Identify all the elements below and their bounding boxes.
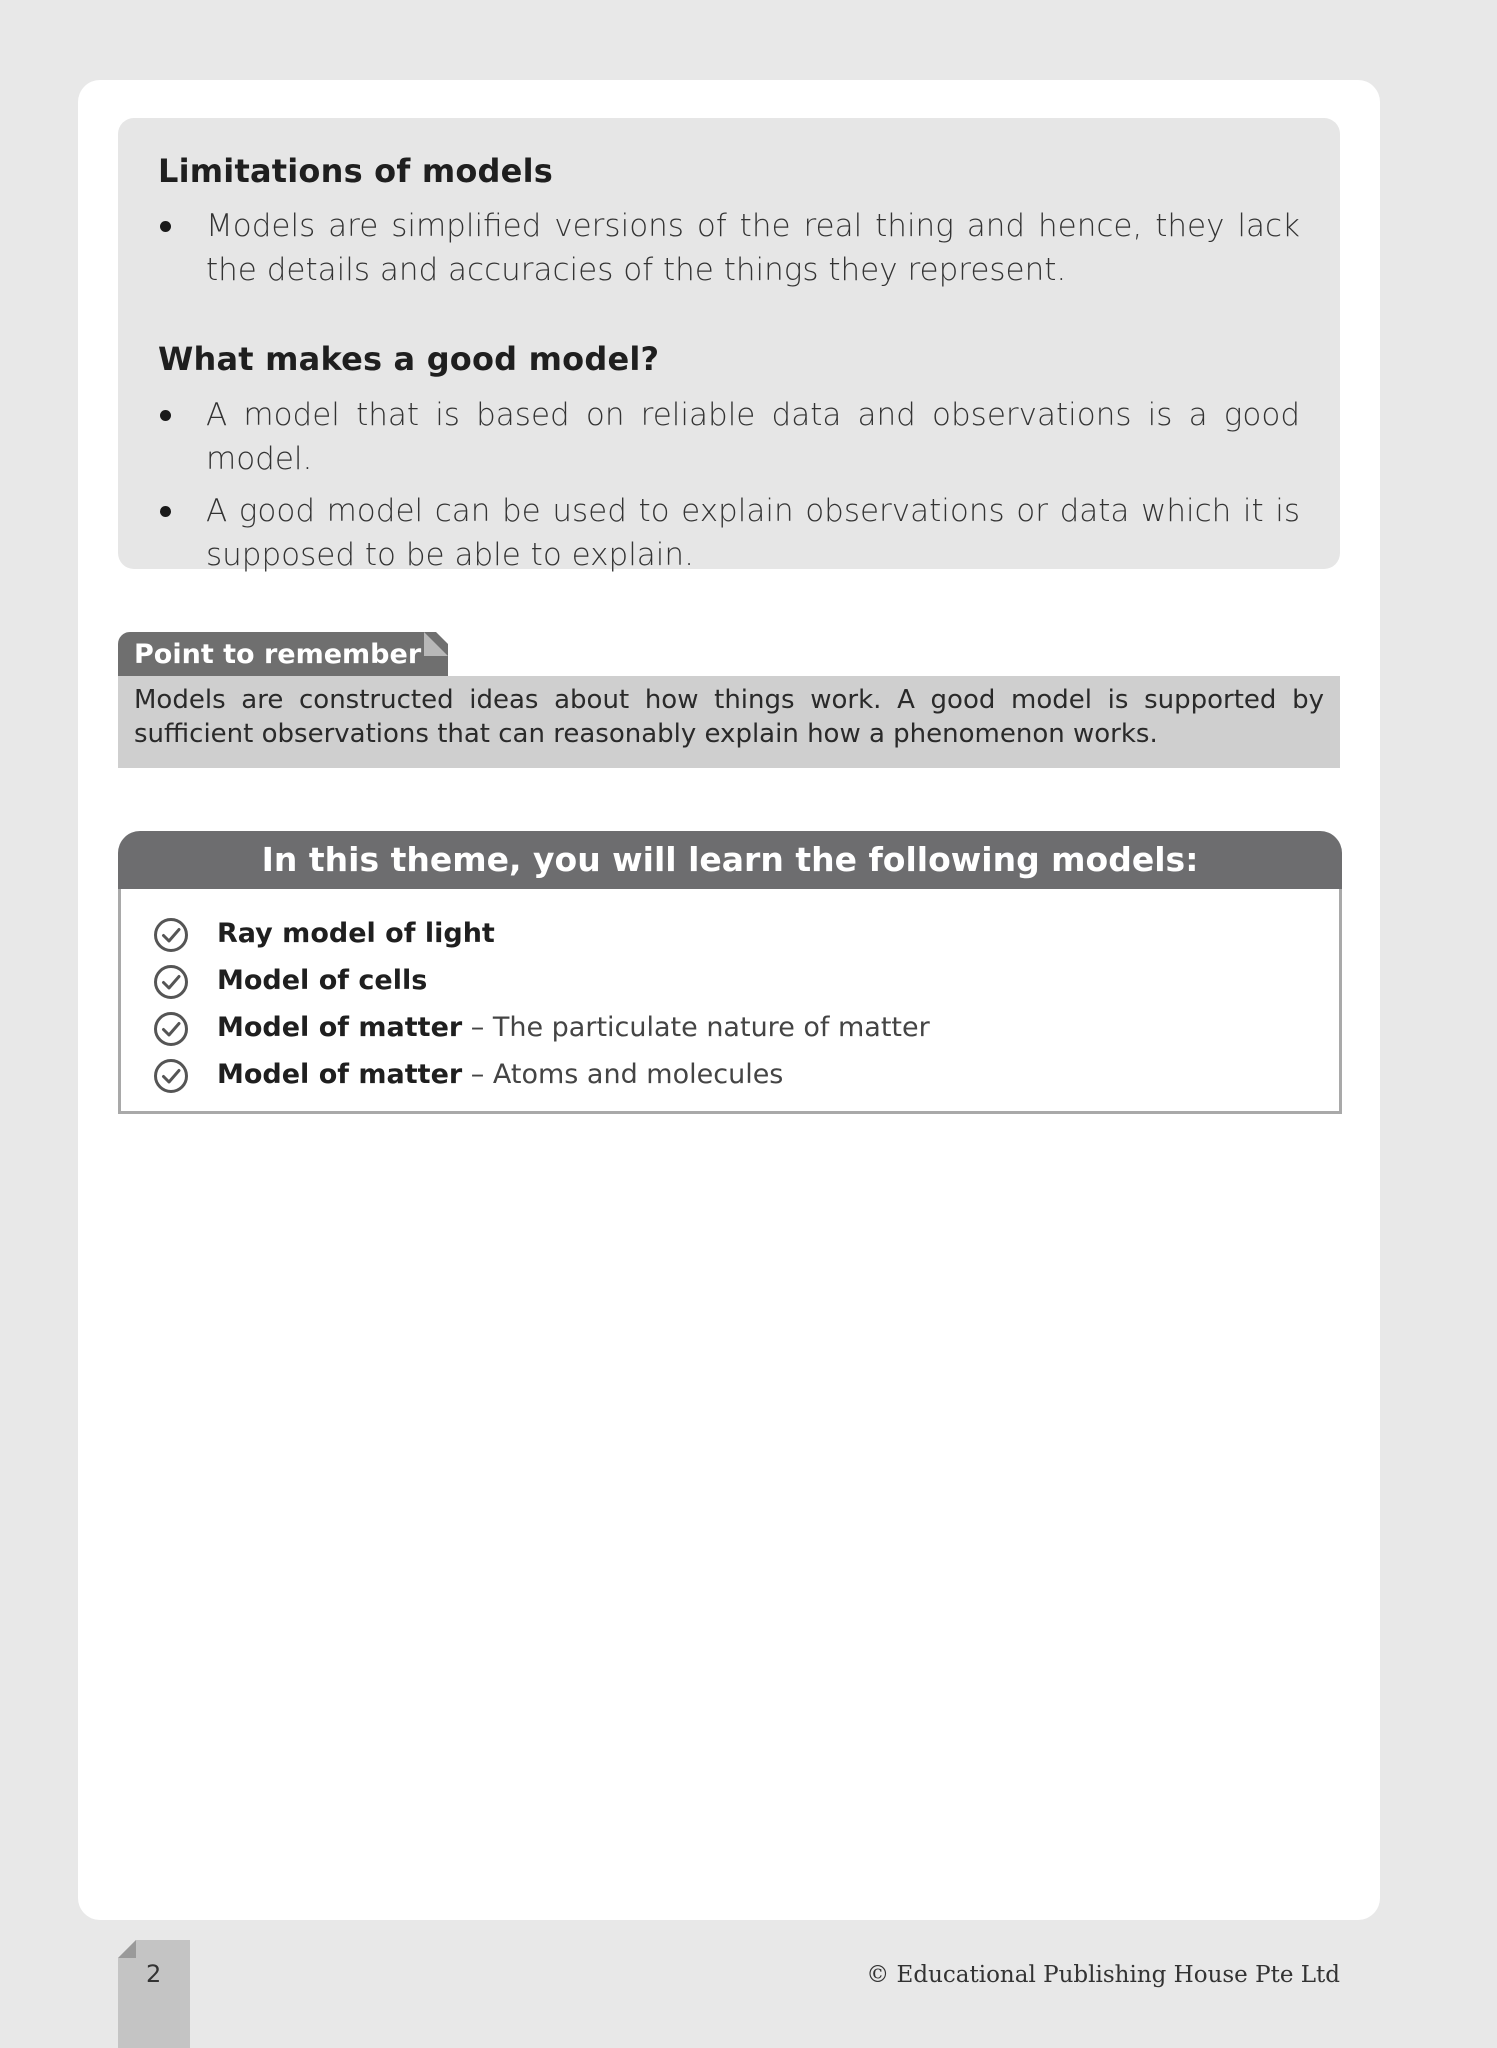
limitations-heading: Limitations of models bbox=[158, 152, 553, 190]
page-number: 2 bbox=[146, 1960, 162, 1988]
point-to-remember-label: Point to remember bbox=[134, 639, 422, 670]
list-item bbox=[121, 1005, 1339, 1052]
check-circle-icon bbox=[153, 1058, 189, 1094]
page-fold-icon bbox=[118, 1940, 136, 1958]
model-name: Ray model of light bbox=[217, 918, 495, 949]
bullet-icon bbox=[160, 506, 171, 517]
good-model-list bbox=[158, 393, 1300, 577]
learn-box-title: In this theme, you will learn the following models: bbox=[118, 831, 1342, 889]
list-item-text bbox=[217, 963, 427, 999]
bullet-icon bbox=[160, 410, 171, 421]
list-item-text: A model that is based on reliable data and observations is a good model. bbox=[206, 396, 1300, 477]
list-item-text bbox=[217, 1057, 783, 1093]
bullet-icon bbox=[160, 221, 171, 232]
list-item bbox=[121, 911, 1339, 958]
check-circle-icon bbox=[153, 917, 189, 953]
learn-models-box bbox=[118, 831, 1342, 1114]
model-detail: – The particulate nature of matter bbox=[462, 1012, 930, 1043]
list-item bbox=[158, 489, 1300, 577]
list-item bbox=[121, 958, 1339, 1005]
list-item-text: Models are simplified versions of the real thing and hence, they lack the details and accuracies of the things they represent. bbox=[206, 208, 1300, 289]
check-circle-icon bbox=[153, 964, 189, 1000]
learn-list bbox=[118, 889, 1342, 1114]
list-item-text: A good model can be used to explain observations or data which it is supposed to be able to explain. bbox=[206, 492, 1300, 573]
model-name: Model of matter bbox=[217, 1012, 463, 1043]
list-item bbox=[121, 1052, 1339, 1099]
good-model-heading: What makes a good model? bbox=[158, 340, 660, 379]
copyright-notice: © Educational Publishing House Pte Ltd bbox=[866, 1962, 1340, 1988]
model-name: Model of cells bbox=[217, 965, 428, 996]
limitations-list bbox=[158, 204, 1300, 292]
check-circle-icon bbox=[153, 1011, 189, 1047]
model-detail: – Atoms and molecules bbox=[462, 1059, 784, 1090]
list-item-text bbox=[217, 1010, 930, 1046]
list-item bbox=[158, 393, 1300, 481]
models-info-box bbox=[118, 118, 1340, 573]
list-item-text bbox=[217, 916, 495, 952]
point-to-remember-text: Models are constructed ideas about how things work. A good model is supported by sufficient observations that can reasonably explain how a phenomenon works. bbox=[118, 676, 1340, 768]
model-name: Model of matter bbox=[217, 1059, 463, 1090]
list-item bbox=[158, 204, 1300, 292]
